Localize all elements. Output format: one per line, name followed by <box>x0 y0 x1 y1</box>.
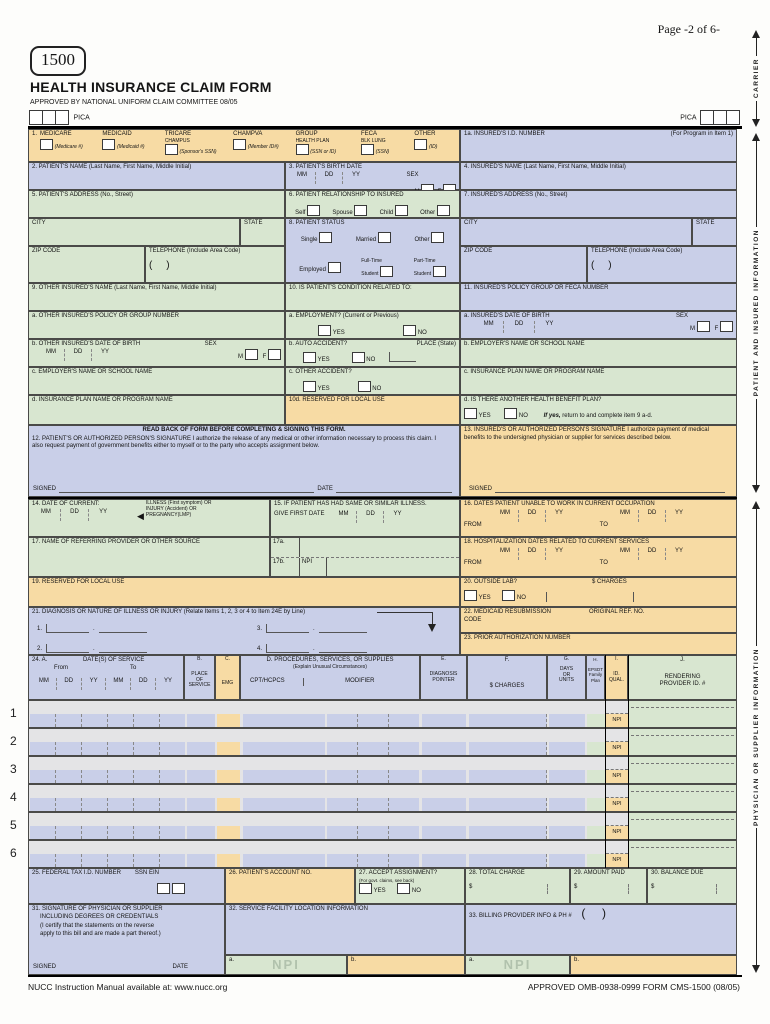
field-32-service-facility[interactable]: 32. SERVICE FACILITY LOCATION INFORMATION <box>225 904 465 955</box>
pointer-elbow-line <box>377 612 433 625</box>
field-11a-insured-dob[interactable]: a. INSURED'S DATE OF BIRTH SEX MM DD YY M F <box>460 311 737 339</box>
npi-qual-cell[interactable]: NPI <box>606 770 628 783</box>
pointer-down-arrow-icon <box>428 624 436 632</box>
field-21-diagnosis: 21. DIAGNOSIS OR NATURE OF ILLNESS OR INJURY (Relate Items 1, 2, 3 or 4 to Item 24E by Line) 1. . 3. . 2. . 4. . <box>28 607 460 655</box>
dos-cells[interactable] <box>30 854 185 867</box>
pica-box[interactable] <box>42 110 56 125</box>
diagnosis-line-2[interactable] <box>46 644 89 653</box>
checkbox-lab-yes[interactable] <box>464 590 477 601</box>
form-1500-logo: 1500 <box>30 46 86 76</box>
pica-right <box>640 109 740 127</box>
field-10b-auto-accident: b. AUTO ACCIDENT? PLACE (State) YES NO <box>285 339 460 367</box>
field-7-insured-address[interactable]: 7. INSURED'S ADDRESS (No., Street) <box>460 190 737 218</box>
checkbox-status-other[interactable] <box>431 232 444 243</box>
service-line-5 <box>28 812 737 840</box>
pica-box[interactable] <box>29 110 43 125</box>
table-divider-line <box>605 655 606 868</box>
col-f-header: F. $ CHARGES <box>467 655 547 700</box>
diagnosis-pointer-cell[interactable] <box>422 798 466 811</box>
emg-cell[interactable] <box>217 742 240 755</box>
col-b-header: B. PLACE OF SERVICE <box>184 655 215 700</box>
checkbox-parttime-student[interactable] <box>433 266 446 277</box>
table-divider-line <box>628 655 629 868</box>
field-14-date-of-current[interactable]: 14. DATE OF CURRENT: MM DD YY ◀ ILLNESS (First symptom) OR INJURY (Accident) OR PREGNANCY(LMP) <box>28 499 270 537</box>
field-10a-employment: a. EMPLOYMENT? (Current or Previous) YES NO <box>285 311 460 339</box>
field-10-condition: 10. IS PATIENT'S CONDITION RELATED TO: <box>285 283 460 311</box>
emg-cell[interactable] <box>217 826 240 839</box>
pica-label: PICA <box>680 114 697 122</box>
pos-cell[interactable] <box>187 714 215 727</box>
diagnosis-line-2b[interactable] <box>99 644 147 653</box>
id-qual-upper[interactable] <box>606 701 628 714</box>
diagnosis-pointer-cell[interactable] <box>422 854 466 867</box>
arrow-down-icon <box>752 119 760 127</box>
field-26-patient-account[interactable]: 26. PATIENT'S ACCOUNT NO. <box>225 868 355 904</box>
physician-supplier-strip <box>744 501 768 973</box>
field-9-other-insured-name[interactable]: 9. OTHER INSURED'S NAME (Last Name, First Name, Middle Initial) <box>28 283 285 311</box>
place-state-input[interactable] <box>389 352 416 362</box>
field-9a-other-policy[interactable]: a. OTHER INSURED'S POLICY OR GROUP NUMBER <box>28 311 285 339</box>
checkbox-rel-spouse[interactable] <box>354 205 367 216</box>
field-8-patient-status: 8. PATIENT STATUS Single Married Other Employed Full-Time Student Part-Time Student <box>285 218 460 283</box>
npi-watermark: NPI <box>272 957 300 972</box>
field-12-patient-signature: READ BACK OF FORM BEFORE COMPLETING & SIGNING THIS FORM. 12. PATIENT'S OR AUTHORIZED PERSON'S SIGNATURE I authorize the release of any medical or other information necessary to process this claim. I also request payment of government benefits either to myself or to the party who accepts assignment below. SIGNED DATE <box>28 425 460 497</box>
col-e-header: E. DIAGNOSIS POINTER <box>420 655 467 700</box>
field-30-balance-due[interactable]: 30. BALANCE DUE $ <box>647 868 737 904</box>
service-row-number: 3 <box>10 762 17 776</box>
pos-cell[interactable] <box>187 770 215 783</box>
pica-left <box>30 109 90 127</box>
diagnosis-pointer-cell[interactable] <box>422 826 466 839</box>
checkbox-assign-no[interactable] <box>397 883 410 894</box>
option-medicare: MEDICARE (Medicare #) <box>40 131 83 150</box>
field-33a-npi[interactable]: a. NPI <box>465 955 570 975</box>
pica-label: PICA <box>73 114 90 122</box>
field-29-amount-paid[interactable]: 29. AMOUNT PAID $ <box>570 868 647 904</box>
signature-line-12[interactable] <box>59 485 314 493</box>
checkbox-feca[interactable] <box>361 144 374 155</box>
cpt-cell[interactable] <box>243 714 325 727</box>
dos-cells[interactable] <box>30 770 185 783</box>
checkbox-rel-other[interactable] <box>437 205 450 216</box>
option-other: OTHER (ID) <box>414 131 438 150</box>
carrier-label: CARRIER <box>752 58 760 99</box>
id-qual-upper[interactable] <box>606 785 628 798</box>
modifier-cells[interactable] <box>327 714 419 727</box>
checkbox-employment-no[interactable] <box>403 325 416 336</box>
epsdt-cell[interactable] <box>587 798 605 811</box>
days-units-cell[interactable] <box>549 770 585 783</box>
sex-label: SEX <box>406 171 419 178</box>
checkbox-rel-self[interactable] <box>307 205 320 216</box>
field-15-similar-illness[interactable]: 15. IF PATIENT HAS HAD SAME OR SIMILAR ILLNESS. GIVE FIRST DATE MM DD YY <box>270 499 460 537</box>
checkbox-auto-no[interactable] <box>352 352 365 363</box>
pica-box[interactable] <box>700 110 714 125</box>
days-units-cell[interactable] <box>549 798 585 811</box>
field-1a-note: (For Program in Item 1) <box>670 131 733 137</box>
cpt-cell[interactable] <box>243 770 325 783</box>
bottom-bar <box>28 975 742 977</box>
checkbox-medicare[interactable] <box>40 139 53 150</box>
field-5-patient-address[interactable]: 5. PATIENT'S ADDRESS (No., Street) <box>28 190 285 218</box>
field-11-policy-group[interactable]: 11. INSURED'S POLICY GROUP OR FECA NUMBER <box>460 283 737 311</box>
col-i-header: I. ID. QUAL. <box>605 655 628 700</box>
rendering-provider-cell[interactable] <box>629 701 736 727</box>
field-2-patient-name[interactable]: 2. PATIENT'S NAME (Last Name, First Name, Middle Initial) <box>28 162 285 190</box>
checkbox-other-payer[interactable] <box>414 139 427 150</box>
checkbox-rel-child[interactable] <box>395 205 408 216</box>
checkbox-lab-no[interactable] <box>502 590 515 601</box>
arrow-down-icon <box>752 485 760 493</box>
modifier-cells[interactable] <box>327 798 419 811</box>
checkbox-insured-sex-m[interactable] <box>697 321 710 332</box>
checkbox-status-single[interactable] <box>319 232 332 243</box>
dos-cells[interactable] <box>30 798 185 811</box>
diagnosis-line-3[interactable] <box>266 624 309 633</box>
checkbox-benefit-yes[interactable] <box>464 408 477 419</box>
charges-cell[interactable] <box>469 798 547 811</box>
field-1a-label: 1a. INSURED'S I.D. NUMBER <box>464 131 545 137</box>
days-units-cell[interactable] <box>549 742 585 755</box>
checkbox-other-sex-m[interactable] <box>245 349 258 360</box>
option-feca: FECA BLK LUNG (SSN) <box>360 131 390 156</box>
npi-qual-cell[interactable]: NPI <box>606 742 628 755</box>
field-9d-insurance-plan[interactable]: d. INSURANCE PLAN NAME OR PROGRAM NAME <box>28 395 285 425</box>
modifier-cells[interactable] <box>327 742 419 755</box>
charges-cell[interactable] <box>469 826 547 839</box>
pica-box[interactable] <box>55 110 69 125</box>
npi-label: NPI <box>300 558 327 577</box>
emg-cell[interactable] <box>217 798 240 811</box>
rendering-provider-cell[interactable] <box>629 729 736 755</box>
days-units-cell[interactable] <box>549 854 585 867</box>
pos-cell[interactable] <box>187 854 215 867</box>
field-25-federal-tax-id[interactable]: 25. FEDERAL TAX I.D. NUMBER SSN EIN <box>28 868 225 904</box>
checkbox-fulltime-student[interactable] <box>380 266 393 277</box>
page-number-label: Page -2 of 6- <box>657 22 720 36</box>
checkbox-employment-yes[interactable] <box>318 325 331 336</box>
service-row-number: 6 <box>10 846 17 860</box>
checkbox-champva[interactable] <box>233 139 246 150</box>
diagnosis-line-3b[interactable] <box>319 624 367 633</box>
checkbox-otheracc-no[interactable] <box>358 381 371 392</box>
service-line-6 <box>28 840 737 868</box>
cpt-cell[interactable] <box>243 798 325 811</box>
charges-cell[interactable] <box>469 742 547 755</box>
npi-watermark: NPI <box>503 957 532 972</box>
field-23-prior-auth[interactable]: 23. PRIOR AUTHORIZATION NUMBER <box>460 633 737 655</box>
field-33-billing-provider[interactable]: 33. BILLING PROVIDER INFO & PH # ( ) <box>465 904 737 955</box>
field-17a-label: 17a. <box>271 538 300 557</box>
field-insured-state[interactable]: STATE <box>692 218 737 246</box>
arrow-up-icon <box>752 30 760 38</box>
charges-cell[interactable] <box>469 854 547 867</box>
col-a-header: 24. A. DATE(S) OF SERVICE From To MM DD YY MM DD YY <box>28 655 184 700</box>
col-d-header: D. PROCEDURES, SERVICES, OR SUPPLIES (Explain Unusual Circumstances) CPT/HCPCS MODIFIER <box>240 655 420 700</box>
checkbox-otheracc-yes[interactable] <box>303 381 316 392</box>
option-group-health: GROUP HEALTH PLAN (SSN or ID) <box>295 131 337 156</box>
id-qual-upper[interactable] <box>606 757 628 770</box>
epsdt-cell[interactable] <box>587 714 605 727</box>
field-17b-npi-input[interactable] <box>327 558 459 577</box>
pica-box[interactable] <box>726 110 740 125</box>
signature-area-31[interactable] <box>56 964 172 972</box>
cpt-cell[interactable] <box>243 742 325 755</box>
footer-nucc: NUCC Instruction Manual available at: www.nucc.org <box>28 982 228 992</box>
checkbox-employed[interactable] <box>328 262 341 273</box>
diagnosis-line-1b[interactable] <box>99 624 147 633</box>
pica-box[interactable] <box>713 110 727 125</box>
field-patient-phone[interactable]: TELEPHONE (Include Area Code) ( ) <box>145 246 285 283</box>
patient-insured-strip <box>744 133 768 493</box>
field-4-insured-name[interactable]: 4. INSURED'S NAME (Last Name, First Name, Middle Initial) <box>460 162 737 190</box>
option-tricare: TRICARE CHAMPUS (Sponsor's SSN) <box>164 131 217 156</box>
diagnosis-line-4[interactable] <box>266 644 309 653</box>
id-qual-upper[interactable] <box>606 813 628 826</box>
field-9b-other-insured-dob[interactable]: b. OTHER INSURED'S DATE OF BIRTH SEX MM DD YY M F <box>28 339 285 367</box>
field-insured-zip[interactable]: ZIP CODE <box>460 246 587 283</box>
service-line-3 <box>28 756 737 784</box>
charges-cell[interactable] <box>469 770 547 783</box>
dos-cells[interactable] <box>30 714 185 727</box>
emg-cell[interactable] <box>217 714 240 727</box>
checkbox-auto-yes[interactable] <box>303 352 316 363</box>
service-row-number: 5 <box>10 818 17 832</box>
pos-cell[interactable] <box>187 798 215 811</box>
field-31-physician-signature: 31. SIGNATURE OF PHYSICIAN OR SUPPLIER INCLUDING DEGREES OR CREDENTIALS (I certify that the statements on the reverse apply to this bill and are made a part thereof.) SIGNED DATE <box>28 904 225 975</box>
epsdt-cell[interactable] <box>587 770 605 783</box>
signature-line-13[interactable] <box>495 485 725 493</box>
cpt-cell[interactable] <box>243 854 325 867</box>
field-11b-employer[interactable]: b. EMPLOYER'S NAME OR SCHOOL NAME <box>460 339 737 367</box>
modifier-cells[interactable] <box>327 770 419 783</box>
npi-qual-cell[interactable]: NPI <box>606 854 628 867</box>
field-16-unable-to-work[interactable]: 16. DATES PATIENT UNABLE TO WORK IN CURRENT OCCUPATION MM DD YY MM DD YY FROM TO <box>460 499 737 537</box>
cpt-cell[interactable] <box>243 826 325 839</box>
physician-supplier-label: PHYSICIAN OR SUPPLIER INFORMATION <box>752 648 760 826</box>
col-c-header: C. EMG <box>215 655 240 700</box>
checkbox-other-sex-f[interactable] <box>268 349 281 360</box>
diagnosis-line-1[interactable] <box>46 624 89 633</box>
place-state-label: PLACE (State) <box>416 341 456 347</box>
epsdt-cell[interactable] <box>587 826 605 839</box>
npi-qual-cell[interactable]: NPI <box>606 798 628 811</box>
option-champva: CHAMPVA (Member ID#) <box>233 131 279 150</box>
rendering-provider-cell[interactable] <box>629 841 736 867</box>
diagnosis-pointer-cell[interactable] <box>422 770 466 783</box>
field-22-medicaid-resubmission[interactable]: 22. MEDICAID RESUBMISSION CODE ORIGINAL REF. NO. <box>460 607 737 633</box>
charges-cell[interactable] <box>469 714 547 727</box>
service-line-4 <box>28 784 737 812</box>
checkbox-status-married[interactable] <box>378 232 391 243</box>
diagnosis-pointer-cell[interactable] <box>422 714 466 727</box>
field-17b-label: 17b. <box>271 558 300 577</box>
field-19-local-use[interactable]: 19. RESERVED FOR LOCAL USE <box>28 577 460 607</box>
footer-approved: APPROVED OMB-0938-0999 FORM CMS-1500 (08/05) <box>527 982 740 992</box>
checkbox-assign-yes[interactable] <box>359 883 372 894</box>
field-insured-city[interactable]: CITY <box>460 218 692 246</box>
arrow-left-icon: ◀ <box>137 511 144 521</box>
service-row-number: 1 <box>10 706 17 720</box>
field-1-insurance-type <box>28 129 460 162</box>
field-11d-other-plan: d. IS THERE ANOTHER HEALTH BENEFIT PLAN? YES NO If yes, return to and complete item 9 a-d. <box>460 395 737 425</box>
form-title: HEALTH INSURANCE CLAIM FORM <box>30 79 272 95</box>
option-medicaid: MEDICAID (Medicaid #) <box>102 131 145 150</box>
field-insured-phone[interactable]: TELEPHONE (Include Area Code) ( ) <box>587 246 737 283</box>
service-row-number: 4 <box>10 790 17 804</box>
service-row-number: 2 <box>10 734 17 748</box>
checkbox-ein[interactable] <box>172 883 185 894</box>
approved-by-line: APPROVED BY NATIONAL UNIFORM CLAIM COMMITTEE 08/05 <box>30 99 238 106</box>
date-line-12[interactable] <box>336 485 452 493</box>
checkbox-medicaid[interactable] <box>102 139 115 150</box>
epsdt-cell[interactable] <box>587 742 605 755</box>
emg-cell[interactable] <box>217 770 240 783</box>
field-17ab <box>270 537 460 577</box>
id-qual-upper[interactable] <box>606 841 628 854</box>
field-17-referring-provider[interactable]: 17. NAME OF REFERRING PROVIDER OR OTHER SOURCE <box>28 537 270 577</box>
rendering-provider-cell[interactable] <box>629 757 736 783</box>
days-units-cell[interactable] <box>549 714 585 727</box>
epsdt-cell[interactable] <box>587 854 605 867</box>
field-10d-local-use[interactable]: 10d. RESERVED FOR LOCAL USE <box>285 395 460 425</box>
field-20-outside-lab: 20. OUTSIDE LAB? $ CHARGES YES NO <box>460 577 737 607</box>
service-line-2 <box>28 728 737 756</box>
field-3-label: 3. PATIENT'S BIRTH DATE <box>289 164 363 170</box>
field-1-number: 1. <box>32 131 38 137</box>
field-1a-insured-id[interactable] <box>460 129 737 162</box>
date-area-31[interactable] <box>188 964 218 972</box>
emg-cell[interactable] <box>217 854 240 867</box>
field-patient-state[interactable]: STATE <box>240 218 285 246</box>
dos-cells[interactable] <box>30 742 185 755</box>
rendering-provider-cell[interactable] <box>629 785 736 811</box>
diagnosis-pointer-cell[interactable] <box>422 742 466 755</box>
readback-notice: READ BACK OF FORM BEFORE COMPLETING & SIGNING THIS FORM. <box>142 427 346 433</box>
dos-cells[interactable] <box>30 826 185 839</box>
arrow-up-icon <box>752 501 760 509</box>
diagnosis-line-4b[interactable] <box>319 644 367 653</box>
rendering-provider-cell[interactable] <box>629 813 736 839</box>
arrow-up-icon <box>752 133 760 141</box>
checkbox-benefit-no[interactable] <box>504 408 517 419</box>
checkbox-insured-sex-f[interactable] <box>720 321 733 332</box>
field-32a-npi[interactable]: a. NPI <box>225 955 347 975</box>
field-13-insured-signature: 13. INSURED'S OR AUTHORIZED PERSON'S SIGNATURE I authorize payment of medical benefits to the undersigned physician or supplier for services described below. SIGNED <box>460 425 737 497</box>
pos-cell[interactable] <box>187 826 215 839</box>
field-9c-employer[interactable]: c. EMPLOYER'S NAME OR SCHOOL NAME <box>28 367 285 395</box>
field-patient-city[interactable]: CITY <box>28 218 240 246</box>
col-g-header: G. DAYS OR UNITS <box>547 655 586 700</box>
modifier-cells[interactable] <box>327 854 419 867</box>
field-17a-input[interactable] <box>300 538 459 557</box>
field-6-patient-relationship: 6. PATIENT RELATIONSHIP TO INSURED Self Spouse Child Other <box>285 190 460 218</box>
checkbox-ssn[interactable] <box>157 883 170 894</box>
checkbox-tricare[interactable] <box>165 144 178 155</box>
carrier-strip <box>744 30 768 127</box>
date-label: DATE <box>172 963 188 970</box>
signed-label: SIGNED <box>33 963 57 970</box>
field-patient-zip[interactable]: ZIP CODE <box>28 246 145 283</box>
field-18-hospitalization[interactable]: 18. HOSPITALIZATION DATES RELATED TO CURRENT SERVICES MM DD YY MM DD YY FROM TO <box>460 537 737 577</box>
field-10c-other-accident: c. OTHER ACCIDENT? YES NO <box>285 367 460 395</box>
id-qual-upper[interactable] <box>606 729 628 742</box>
days-units-cell[interactable] <box>549 826 585 839</box>
checkbox-group-health[interactable] <box>296 144 309 155</box>
col-h-header: H. EPSDT Family Plan <box>586 655 605 700</box>
pos-cell[interactable] <box>187 742 215 755</box>
field-3-birthdate-sex[interactable]: 3. PATIENT'S BIRTH DATE MM DD YY SEX <box>285 162 460 190</box>
col-j-header: J. RENDERING PROVIDER ID. # <box>628 655 737 700</box>
field-33b[interactable]: b. <box>570 955 737 975</box>
arrow-down-icon <box>752 965 760 973</box>
field-28-total-charge[interactable]: 28. TOTAL CHARGE $ <box>465 868 570 904</box>
field-11c-insurance-plan[interactable]: c. INSURANCE PLAN NAME OR PROGRAM NAME <box>460 367 737 395</box>
field-27-accept-assignment: 27. ACCEPT ASSIGNMENT? (For govt. claims, see back) YES NO <box>355 868 465 904</box>
npi-qual-cell[interactable]: NPI <box>606 826 628 839</box>
service-line-1 <box>28 700 737 728</box>
field-32b[interactable]: b. <box>347 955 465 975</box>
modifier-cells[interactable] <box>327 826 419 839</box>
npi-qual-cell[interactable]: NPI <box>606 714 628 727</box>
patient-insured-label: PATIENT AND INSURED INFORMATION <box>752 229 760 397</box>
